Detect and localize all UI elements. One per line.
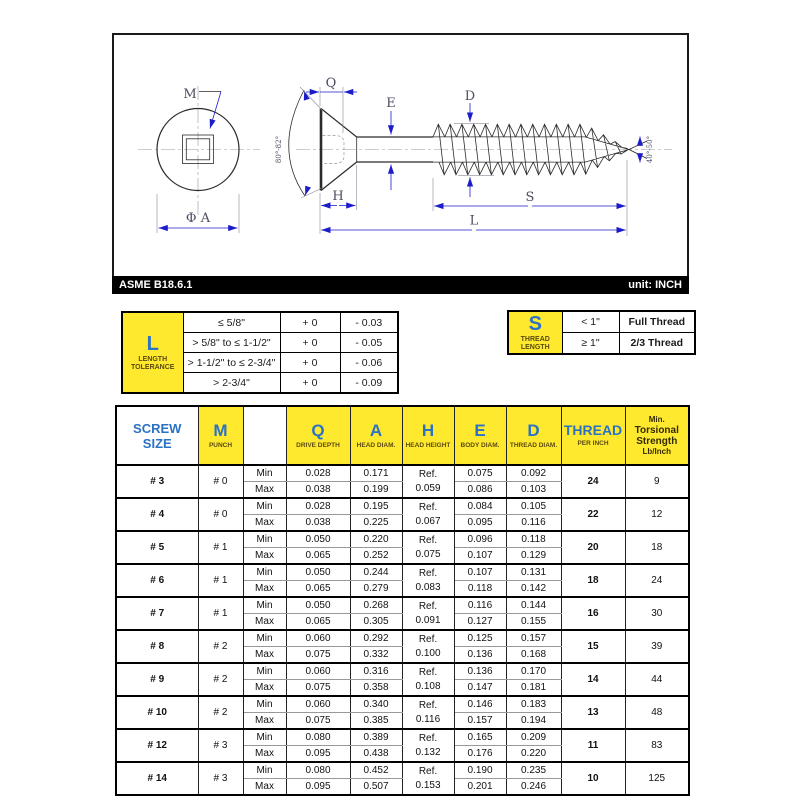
thread-per-inch-cell: 18 <box>561 564 625 597</box>
thread-per-inch-cell: 16 <box>561 597 625 630</box>
label-q: Q <box>325 76 337 91</box>
strength-cell: 24 <box>625 564 689 597</box>
strength-cell: 83 <box>625 729 689 762</box>
label-point-angle: 40°-50° <box>646 135 654 164</box>
screw-size-cell: # 8 <box>116 630 198 663</box>
max-label-cell: Max <box>243 515 286 532</box>
spec-header-row <box>116 406 689 465</box>
e-max-cell: 0.118 <box>454 581 506 598</box>
label-e: E <box>386 96 396 111</box>
d-max-cell: 0.103 <box>506 482 561 499</box>
h-ref-cell: Ref. 0.067 <box>402 498 454 531</box>
e-max-cell: 0.127 <box>454 614 506 631</box>
q-min-cell: 0.060 <box>286 696 350 713</box>
tolerance-row <box>122 312 398 333</box>
punch-cell: # 1 <box>198 597 243 630</box>
symbol-l-title: LENGTH TOLERANCE <box>131 355 175 371</box>
min-label-cell: Min <box>243 498 286 515</box>
plus-cell: + 0 <box>280 312 340 333</box>
punch-cell: # 3 <box>198 762 243 795</box>
h-ref-cell: Ref. 0.091 <box>402 597 454 630</box>
a-min-cell: 0.389 <box>350 729 402 746</box>
q-min-cell: 0.060 <box>286 630 350 647</box>
label-phi-a: Φ A <box>185 211 211 226</box>
standard-label: ASME B18.6.1 <box>119 279 193 291</box>
range-cell: > 5/8" to ≤ 1-1/2" <box>183 333 280 353</box>
e-min-cell: 0.125 <box>454 630 506 647</box>
a-max-cell: 0.507 <box>350 779 402 796</box>
e-max-cell: 0.157 <box>454 713 506 730</box>
max-label-cell: Max <box>243 746 286 763</box>
strength-cell: 125 <box>625 762 689 795</box>
max-label-cell: Max <box>243 647 286 664</box>
label-l: L <box>469 213 479 229</box>
e-min-cell: 0.096 <box>454 531 506 548</box>
header-thread-per-inch: THREAD PER INCH <box>561 406 625 465</box>
a-min-cell: 0.340 <box>350 696 402 713</box>
technical-drawing-panel <box>0 0 800 300</box>
a-max-cell: 0.332 <box>350 647 402 664</box>
spec-row-min <box>116 729 689 746</box>
d-min-cell: 0.170 <box>506 663 561 680</box>
punch-cell: # 2 <box>198 696 243 729</box>
q-min-cell: 0.050 <box>286 597 350 614</box>
q-max-cell: 0.075 <box>286 647 350 664</box>
d-max-cell: 0.142 <box>506 581 561 598</box>
thread-per-inch-cell: 14 <box>561 663 625 696</box>
strength-cell: 12 <box>625 498 689 531</box>
max-label-cell: Max <box>243 482 286 499</box>
max-label-cell: Max <box>243 779 286 796</box>
screw-size-cell: # 5 <box>116 531 198 564</box>
a-max-cell: 0.199 <box>350 482 402 499</box>
q-max-cell: 0.038 <box>286 482 350 499</box>
d-max-cell: 0.246 <box>506 779 561 796</box>
range-cell: ≤ 5/8" <box>183 312 280 333</box>
a-max-cell: 0.305 <box>350 614 402 631</box>
e-max-cell: 0.147 <box>454 680 506 697</box>
e-min-cell: 0.146 <box>454 696 506 713</box>
a-min-cell: 0.171 <box>350 465 402 482</box>
spec-row-min <box>116 663 689 680</box>
a-min-cell: 0.268 <box>350 597 402 614</box>
spec-row-min <box>116 597 689 614</box>
q-min-cell: 0.080 <box>286 729 350 746</box>
thread-per-inch-cell: 20 <box>561 531 625 564</box>
q-max-cell: 0.038 <box>286 515 350 532</box>
e-max-cell: 0.136 <box>454 647 506 664</box>
a-min-cell: 0.316 <box>350 663 402 680</box>
punch-cell: # 1 <box>198 531 243 564</box>
a-max-cell: 0.438 <box>350 746 402 763</box>
e-max-cell: 0.176 <box>454 746 506 763</box>
min-label-cell: Min <box>243 564 286 581</box>
q-max-cell: 0.095 <box>286 746 350 763</box>
front-view <box>138 86 260 233</box>
unit-label: unit: INCH <box>628 279 682 291</box>
spec-row-min <box>116 696 689 713</box>
a-min-cell: 0.292 <box>350 630 402 647</box>
thread-per-inch-cell: 22 <box>561 498 625 531</box>
max-label-cell: Max <box>243 713 286 730</box>
screw-size-cell: # 3 <box>116 465 198 498</box>
min-label-cell: Min <box>243 531 286 548</box>
q-min-cell: 0.060 <box>286 663 350 680</box>
q-min-cell: 0.050 <box>286 564 350 581</box>
thread-length-table <box>507 310 696 355</box>
range-cell: > 2-3/4" <box>183 373 280 394</box>
label-head-angle: 80°-82° <box>275 135 283 164</box>
symbol-s: S <box>528 312 542 335</box>
strength-cell: 30 <box>625 597 689 630</box>
min-label-cell: Min <box>243 729 286 746</box>
q-max-cell: 0.095 <box>286 779 350 796</box>
d-max-cell: 0.194 <box>506 713 561 730</box>
d-min-cell: 0.105 <box>506 498 561 515</box>
header-screw-size: SCREW SIZE <box>116 406 198 465</box>
h-ref-cell: Ref. 0.116 <box>402 696 454 729</box>
label-h: H <box>332 189 344 204</box>
thread-length-symbol-cell <box>508 311 562 354</box>
standard-bar <box>112 276 689 294</box>
header-d-thread-diam: D THREAD DIAM. <box>506 406 561 465</box>
strength-cell: 39 <box>625 630 689 663</box>
header-q-drive-depth: Q DRIVE DEPTH <box>286 406 350 465</box>
plus-cell: + 0 <box>280 333 340 353</box>
d-min-cell: 0.118 <box>506 531 561 548</box>
q-max-cell: 0.065 <box>286 581 350 598</box>
min-label-cell: Min <box>243 465 286 482</box>
e-min-cell: 0.165 <box>454 729 506 746</box>
label-m: M <box>183 87 197 102</box>
q-max-cell: 0.065 <box>286 548 350 565</box>
header-h-head-height: H HEAD HEIGHT <box>402 406 454 465</box>
spec-row-min <box>116 762 689 779</box>
d-min-cell: 0.131 <box>506 564 561 581</box>
e-max-cell: 0.095 <box>454 515 506 532</box>
header-a-head-diam: A HEAD DIAM. <box>350 406 402 465</box>
punch-cell: # 1 <box>198 564 243 597</box>
q-max-cell: 0.065 <box>286 614 350 631</box>
length-tolerance-symbol-cell <box>122 312 183 393</box>
q-max-cell: 0.075 <box>286 713 350 730</box>
spec-row-min <box>116 498 689 515</box>
punch-cell: # 2 <box>198 663 243 696</box>
d-max-cell: 0.155 <box>506 614 561 631</box>
min-label-cell: Min <box>243 630 286 647</box>
minus-cell: - 0.09 <box>340 373 398 394</box>
minus-cell: - 0.06 <box>340 353 398 373</box>
screw-size-cell: # 14 <box>116 762 198 795</box>
plus-cell: + 0 <box>280 373 340 394</box>
punch-cell: # 0 <box>198 465 243 498</box>
range-cell: > 1-1/2" to ≤ 2-3/4" <box>183 353 280 373</box>
e-min-cell: 0.075 <box>454 465 506 482</box>
a-min-cell: 0.220 <box>350 531 402 548</box>
q-min-cell: 0.028 <box>286 498 350 515</box>
thread-per-inch-cell: 13 <box>561 696 625 729</box>
screw-size-cell: # 4 <box>116 498 198 531</box>
a-min-cell: 0.195 <box>350 498 402 515</box>
d-min-cell: 0.183 <box>506 696 561 713</box>
min-label-cell: Min <box>243 696 286 713</box>
condition-cell: ≥ 1" <box>562 333 619 355</box>
e-min-cell: 0.136 <box>454 663 506 680</box>
a-min-cell: 0.452 <box>350 762 402 779</box>
spec-row-min <box>116 531 689 548</box>
thread-per-inch-cell: 11 <box>561 729 625 762</box>
d-min-cell: 0.157 <box>506 630 561 647</box>
d-min-cell: 0.209 <box>506 729 561 746</box>
e-min-cell: 0.190 <box>454 762 506 779</box>
e-max-cell: 0.201 <box>454 779 506 796</box>
thread-per-inch-cell: 24 <box>561 465 625 498</box>
max-label-cell: Max <box>243 680 286 697</box>
screw-size-cell: # 6 <box>116 564 198 597</box>
d-min-cell: 0.092 <box>506 465 561 482</box>
d-max-cell: 0.220 <box>506 746 561 763</box>
q-max-cell: 0.075 <box>286 680 350 697</box>
d-max-cell: 0.116 <box>506 515 561 532</box>
strength-cell: 9 <box>625 465 689 498</box>
strength-cell: 48 <box>625 696 689 729</box>
e-min-cell: 0.107 <box>454 564 506 581</box>
screw-technical-drawing <box>0 0 800 300</box>
e-max-cell: 0.086 <box>454 482 506 499</box>
screw-size-cell: # 10 <box>116 696 198 729</box>
max-label-cell: Max <box>243 548 286 565</box>
max-label-cell: Max <box>243 614 286 631</box>
thread-length-row <box>508 311 695 333</box>
label-s: S <box>525 190 535 205</box>
a-max-cell: 0.252 <box>350 548 402 565</box>
h-ref-cell: Ref. 0.132 <box>402 729 454 762</box>
symbol-l: L <box>146 332 159 355</box>
d-min-cell: 0.144 <box>506 597 561 614</box>
h-ref-cell: Ref. 0.083 <box>402 564 454 597</box>
h-ref-cell: Ref. 0.059 <box>402 465 454 498</box>
h-ref-cell: Ref. 0.075 <box>402 531 454 564</box>
e-min-cell: 0.084 <box>454 498 506 515</box>
h-ref-cell: Ref. 0.153 <box>402 762 454 795</box>
q-min-cell: 0.080 <box>286 762 350 779</box>
length-tolerance-table <box>121 311 399 394</box>
header-blank <box>243 406 286 465</box>
header-e-body-diam: E BODY DIAM. <box>454 406 506 465</box>
spec-row-min <box>116 630 689 647</box>
a-max-cell: 0.225 <box>350 515 402 532</box>
a-max-cell: 0.385 <box>350 713 402 730</box>
thread-per-inch-cell: 10 <box>561 762 625 795</box>
minus-cell: - 0.05 <box>340 333 398 353</box>
label-d: D <box>464 89 476 104</box>
d-min-cell: 0.235 <box>506 762 561 779</box>
punch-cell: # 0 <box>198 498 243 531</box>
spec-row-min <box>116 465 689 482</box>
plus-cell: + 0 <box>280 353 340 373</box>
min-label-cell: Min <box>243 663 286 680</box>
max-label-cell: Max <box>243 581 286 598</box>
min-label-cell: Min <box>243 762 286 779</box>
a-max-cell: 0.279 <box>350 581 402 598</box>
header-torsional-strength: Min. Torsional Strength Lb/Inch <box>625 406 689 465</box>
punch-cell: # 3 <box>198 729 243 762</box>
q-min-cell: 0.050 <box>286 531 350 548</box>
symbol-s-title: THREAD LENGTH <box>520 335 550 351</box>
d-max-cell: 0.168 <box>506 647 561 664</box>
condition-cell: < 1" <box>562 311 619 333</box>
h-ref-cell: Ref. 0.108 <box>402 663 454 696</box>
value-cell: Full Thread <box>619 311 695 333</box>
screw-size-cell: # 7 <box>116 597 198 630</box>
strength-cell: 18 <box>625 531 689 564</box>
minus-cell: - 0.03 <box>340 312 398 333</box>
d-max-cell: 0.129 <box>506 548 561 565</box>
side-view <box>275 76 672 236</box>
spec-row-min <box>116 564 689 581</box>
d-max-cell: 0.181 <box>506 680 561 697</box>
screw-size-cell: # 12 <box>116 729 198 762</box>
e-max-cell: 0.107 <box>454 548 506 565</box>
thread-per-inch-cell: 15 <box>561 630 625 663</box>
header-m-punch: M PUNCH <box>198 406 243 465</box>
screw-size-cell: # 9 <box>116 663 198 696</box>
value-cell: 2/3 Thread <box>619 333 695 355</box>
punch-cell: # 2 <box>198 630 243 663</box>
strength-cell: 44 <box>625 663 689 696</box>
a-min-cell: 0.244 <box>350 564 402 581</box>
screw-spec-table <box>115 405 690 796</box>
q-min-cell: 0.028 <box>286 465 350 482</box>
e-min-cell: 0.116 <box>454 597 506 614</box>
h-ref-cell: Ref. 0.100 <box>402 630 454 663</box>
a-max-cell: 0.358 <box>350 680 402 697</box>
min-label-cell: Min <box>243 597 286 614</box>
